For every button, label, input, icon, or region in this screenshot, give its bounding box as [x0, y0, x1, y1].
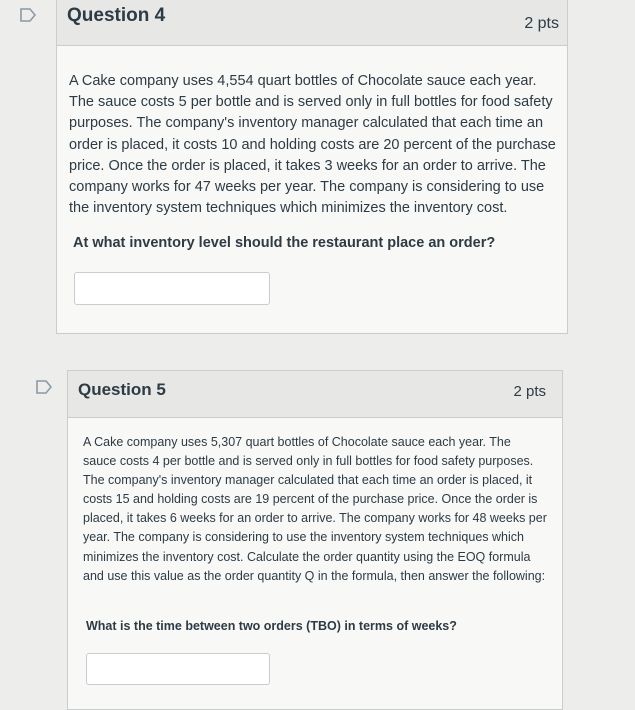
question-4-text: A Cake company uses 4,554 quart bottles of Chocolate sauce each year. The sauce costs 5 per bottle and is served only in full bottles for food safety purposes. The company's inventory manager calculated that each time an order is placed, it costs 10 and holding costs are 20 percent of the purchase price. Once the order is placed, it takes 3 weeks for an order to arrive. The company works for 47 weeks per year. The company is considering to use the inventory system techniques which minimizes the inventory cost. — [69, 73, 556, 217]
question-5-header — [68, 371, 562, 418]
question-5-answer-input[interactable] — [86, 653, 270, 685]
question-5-title: Question 5 — [78, 380, 166, 399]
question-4-prompt: At what inventory level should the restaurant place an order? — [73, 235, 496, 251]
question-5-prompt: What is the time between two orders (TBO) in terms of weeks? — [86, 619, 457, 633]
question-5-text: A Cake company uses 5,307 quart bottles of Chocolate sauce each year. The sauce costs 4 per bottle and is served only in full bottles for food safety purposes. The company's inventory manager calculated that each time an order is placed, it costs 15 and holding costs are 19 percent of the purchase price. Once the order is placed, it takes 6 weeks for an order to arrive. The company works for 48 weeks per year. The company is considering to use the inventory system techniques which minimizes the inventory cost. Calculate the order quantity using the EOQ formula and use this value as the order quantity Q in the formula, then answer the following: — [83, 435, 547, 583]
question-4-answer-input[interactable] — [74, 272, 270, 305]
question-5-card — [67, 370, 563, 710]
question-4-card — [56, 0, 568, 334]
flag-question-icon[interactable] — [20, 8, 36, 22]
question-4-points: 2 pts — [524, 15, 559, 32]
question-4-title: Question 4 — [67, 5, 166, 26]
flag-question-icon[interactable] — [36, 380, 52, 394]
question-4-header — [57, 0, 567, 46]
question-5-points: 2 pts — [513, 383, 546, 400]
